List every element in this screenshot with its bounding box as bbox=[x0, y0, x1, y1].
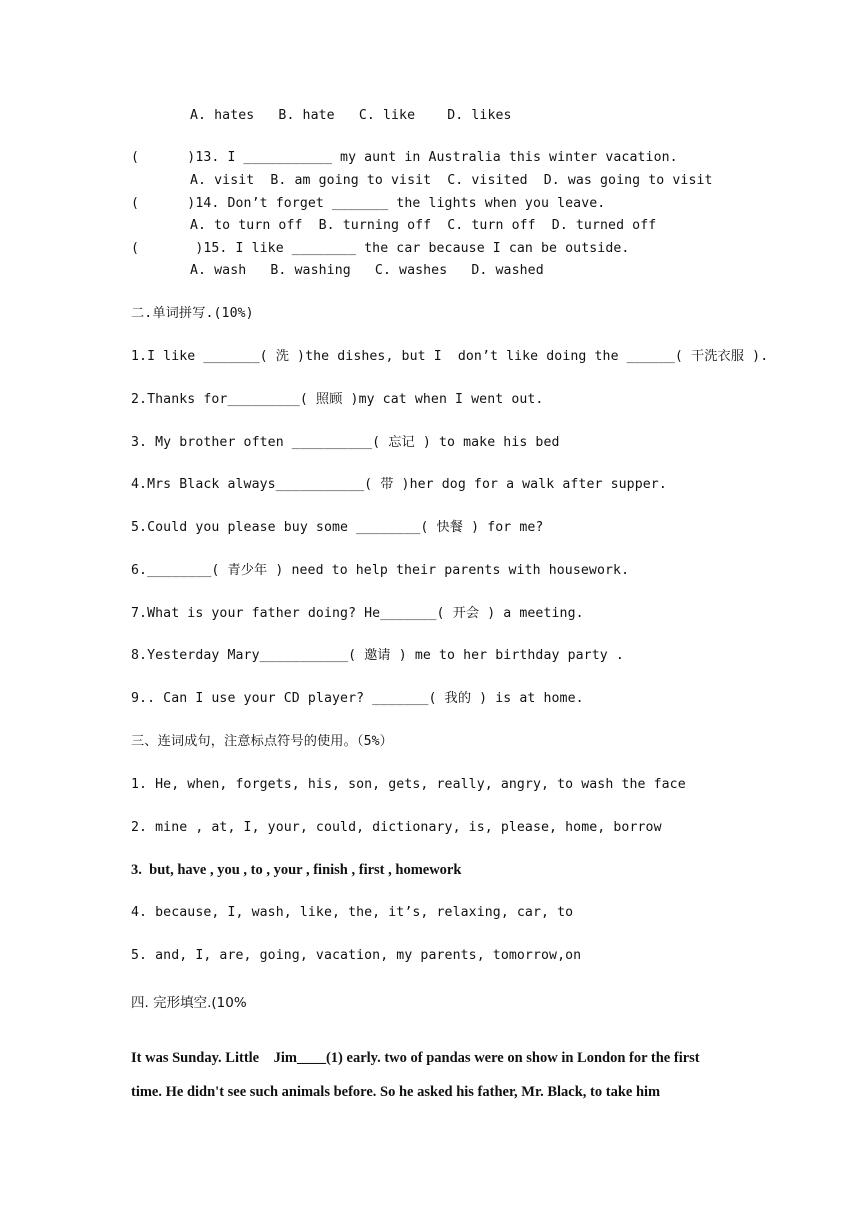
cloze-passage-line: time. He didn't see such animals before. So he asked his father, Mr. Black, to take him bbox=[131, 1084, 661, 1100]
ordering-item: 1. He, when, forgets, his, son, gets, really, angry, to wash the face bbox=[131, 777, 686, 792]
q15-stem: ( )15. I like ________ the car because I can be outside. bbox=[131, 241, 630, 256]
q15-options: A. wash B. washing C. washes D. washed bbox=[190, 263, 544, 278]
spelling-item: 6.________( 青少年 ) need to help their parents with housework. bbox=[131, 563, 630, 578]
cloze-passage-line: It was Sunday. Little Jim____(1) early. two of pandas were on show in London for the first bbox=[131, 1050, 700, 1066]
spelling-item: 9.. Can I use your CD player? _______( 我的 ) is at home. bbox=[131, 691, 584, 706]
spelling-item: 1.I like _______( 洗 )the dishes, but I don’t like doing the ______( 干洗衣服 ). bbox=[131, 349, 769, 364]
spelling-item: 5.Could you please buy some ________( 快餐 ) for me? bbox=[131, 520, 544, 535]
spelling-heading: 二.单词拼写.(10%) bbox=[131, 306, 254, 321]
ordering-item: 4. because, I, wash, like, the, it’s, relaxing, car, to bbox=[131, 905, 574, 920]
q13-options: A. visit B. am going to visit C. visited D. was going to visit bbox=[190, 173, 713, 188]
q12-options: A. hates B. hate C. like D. likes bbox=[190, 108, 512, 123]
ordering-item: 3. but, have , you , to , your , finish , first , homework bbox=[131, 862, 462, 878]
cloze-heading: 四. 完形填空.(10% bbox=[131, 995, 247, 1011]
spelling-item: 2.Thanks for_________( 照顾 )my cat when I went out. bbox=[131, 392, 544, 407]
q13-stem: ( )13. I ___________ my aunt in Australia this winter vacation. bbox=[131, 150, 678, 165]
spelling-item: 8.Yesterday Mary___________( 邀请 ) me to her birthday party . bbox=[131, 648, 624, 663]
ordering-item: 2. mine , at, I, your, could, dictionary, is, please, home, borrow bbox=[131, 820, 662, 835]
spelling-item: 3. My brother often __________( 忘记 ) to make his bed bbox=[131, 435, 560, 450]
q14-stem: ( )14. Don’t forget _______ the lights when you leave. bbox=[131, 196, 606, 211]
ordering-item: 5. and, I, are, going, vacation, my parents, tomorrow,on bbox=[131, 948, 582, 963]
ordering-heading: 三、连词成句，注意标点符号的使用。（5%） bbox=[131, 734, 393, 749]
q14-options: A. to turn off B. turning off C. turn off D. turned off bbox=[190, 218, 657, 233]
spelling-item: 4.Mrs Black always___________( 带 )her dog for a walk after supper. bbox=[131, 477, 667, 492]
spelling-item: 7.What is your father doing? He_______( 开会 ) a meeting. bbox=[131, 606, 584, 621]
